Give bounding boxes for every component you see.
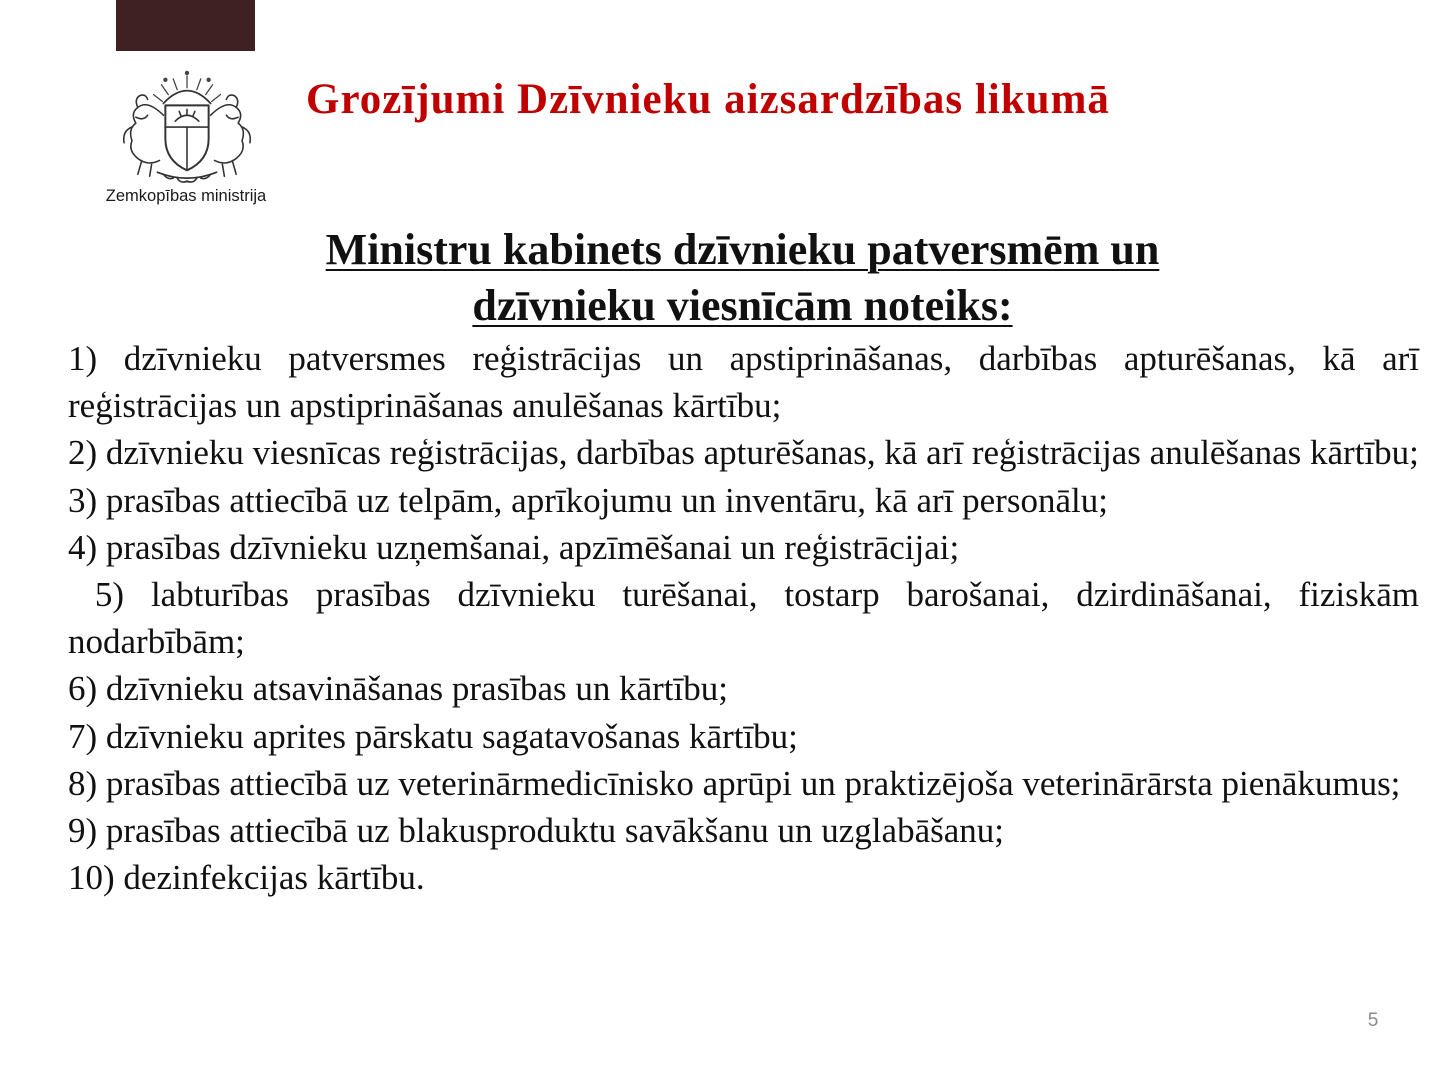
subheading-line-1: Ministru kabinets dzīvnieku patversmēm un [325, 225, 1160, 274]
subheading [60, 222, 1425, 334]
list-item: 5) labturības prasības dzīvnieku turēšanai, tostarp barošanai, dzirdināšanai, fiziskām nodarbībām; [68, 575, 1428, 662]
list-item: 4) prasības dzīvnieku uzņemšanai, apzīmēšanai un reģistrācijai; [68, 527, 960, 567]
list-item: 9) prasības attiecībā uz blakusproduktu savākšanu un uzglabāšanu; [68, 811, 1004, 851]
list-item: 2) dzīvnieku viesnīcas reģistrācijas, darbības apturēšanas, kā arī reģistrācijas anulēšanas kārtību; [68, 433, 1419, 473]
list-item: 7) dzīvnieku aprites pārskatu sagatavošanas kārtību; [68, 716, 798, 756]
subheading-line-2: dzīvnieku viesnīcām noteiks: [472, 281, 1013, 330]
slide-title: Grozījumi Dzīvnieku aizsardzības likumā [306, 76, 1110, 123]
list-item: 8) prasības attiecībā uz veterinārmedicīnisko aprūpi un praktizējoša veterinārārsta pienākumus; [68, 763, 1401, 803]
list-item: 3) prasības attiecībā uz telpām, aprīkojumu un inventāru, kā arī personālu; [68, 480, 1108, 520]
header-accent-bar [116, 0, 255, 51]
ministry-name: Zemkopības ministrija [105, 187, 267, 205]
list-item: 10) dezinfekcijas kārtību. [68, 858, 425, 898]
latvian-coat-of-arms-icon [108, 70, 266, 188]
list-item: 1) dzīvnieku patversmes reģistrācijas un apstiprināšanas, darbības apturēšanas, kā arī reģistrācijas un apstiprināšanas anulēšanas kārtību; [68, 339, 1419, 426]
list-item: 6) dzīvnieku atsavināšanas prasības un kārtību; [68, 669, 728, 709]
requirements-list [68, 335, 1428, 901]
page-number: 5 [1367, 1010, 1379, 1031]
